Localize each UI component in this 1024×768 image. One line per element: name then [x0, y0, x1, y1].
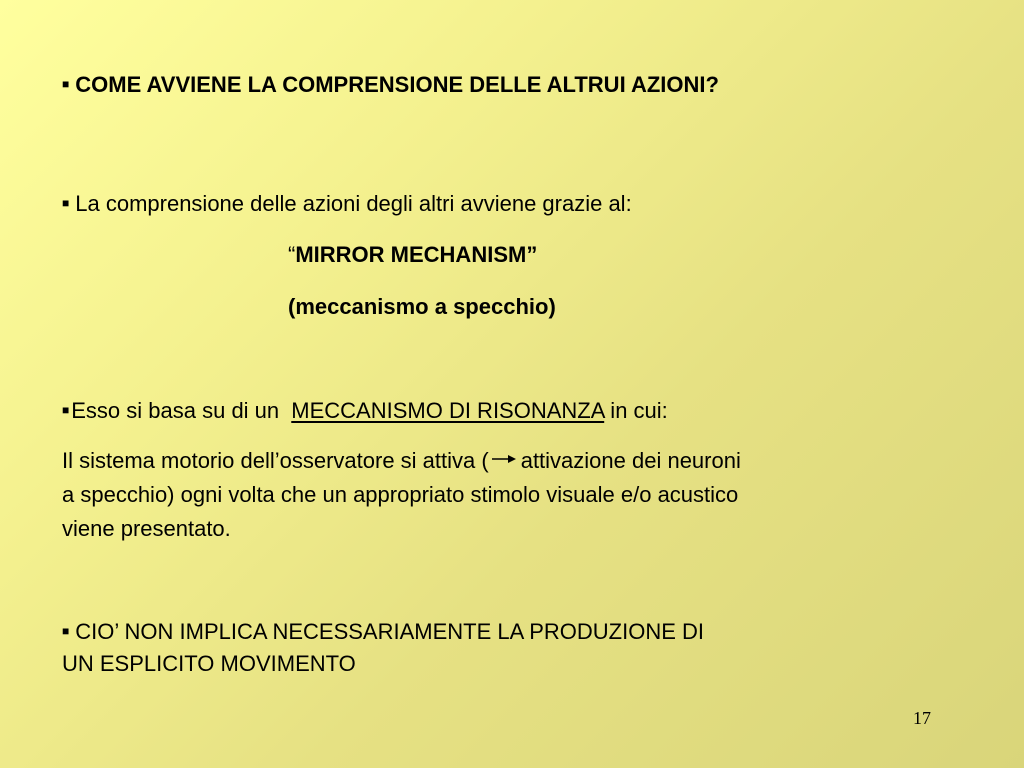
basis-prefix: Esso si basa su di un	[71, 398, 286, 423]
explanation-line-3	[62, 516, 231, 542]
explanation-text-2: a specchio) ogni volta che un appropriato stimolo visuale e/o acustico	[62, 482, 739, 507]
explanation-text-a: Il sistema motorio dell’osservatore si attiva (	[62, 448, 489, 473]
bullet-icon: ■	[62, 403, 70, 417]
bullet-icon: ■	[62, 196, 70, 210]
explanation-line-2	[62, 482, 738, 508]
note-line-1	[62, 618, 704, 645]
mechanism-translation-text: (meccanismo a specchio)	[288, 294, 556, 319]
bullet-icon: ■	[62, 77, 70, 91]
explanation-text-3: viene presentato.	[62, 516, 231, 541]
bullet-icon: ■	[62, 624, 70, 638]
resonance-mechanism-link: MECCANISMO DI RISONANZA	[291, 398, 605, 423]
right-arrow-icon	[489, 448, 521, 474]
mechanism-name	[288, 242, 537, 268]
intro-text: La comprensione delle azioni degli altri avviene grazie al:	[75, 191, 632, 216]
mechanism-name-text: MIRROR MECHANISM”	[295, 242, 538, 267]
note-text-2: UN ESPLICITO MOVIMENTO	[62, 651, 356, 676]
note-text-1: CIO’ NON IMPLICA NECESSARIAMENTE LA PRODUZIONE DI	[75, 619, 704, 644]
explanation-text-b: attivazione dei neuroni	[520, 448, 741, 473]
heading-text: COME AVVIENE LA COMPRENSIONE DELLE ALTRUI AZIONI?	[75, 72, 719, 97]
slide-heading	[62, 71, 719, 98]
mechanism-open-quote: “	[288, 242, 296, 267]
note-line-2	[62, 651, 356, 677]
basis-line	[62, 397, 668, 424]
basis-suffix: in cui:	[604, 398, 668, 423]
mechanism-translation	[288, 294, 556, 320]
page-number: 17	[913, 708, 931, 728]
explanation-line-1	[62, 448, 741, 474]
intro-line	[62, 190, 632, 217]
